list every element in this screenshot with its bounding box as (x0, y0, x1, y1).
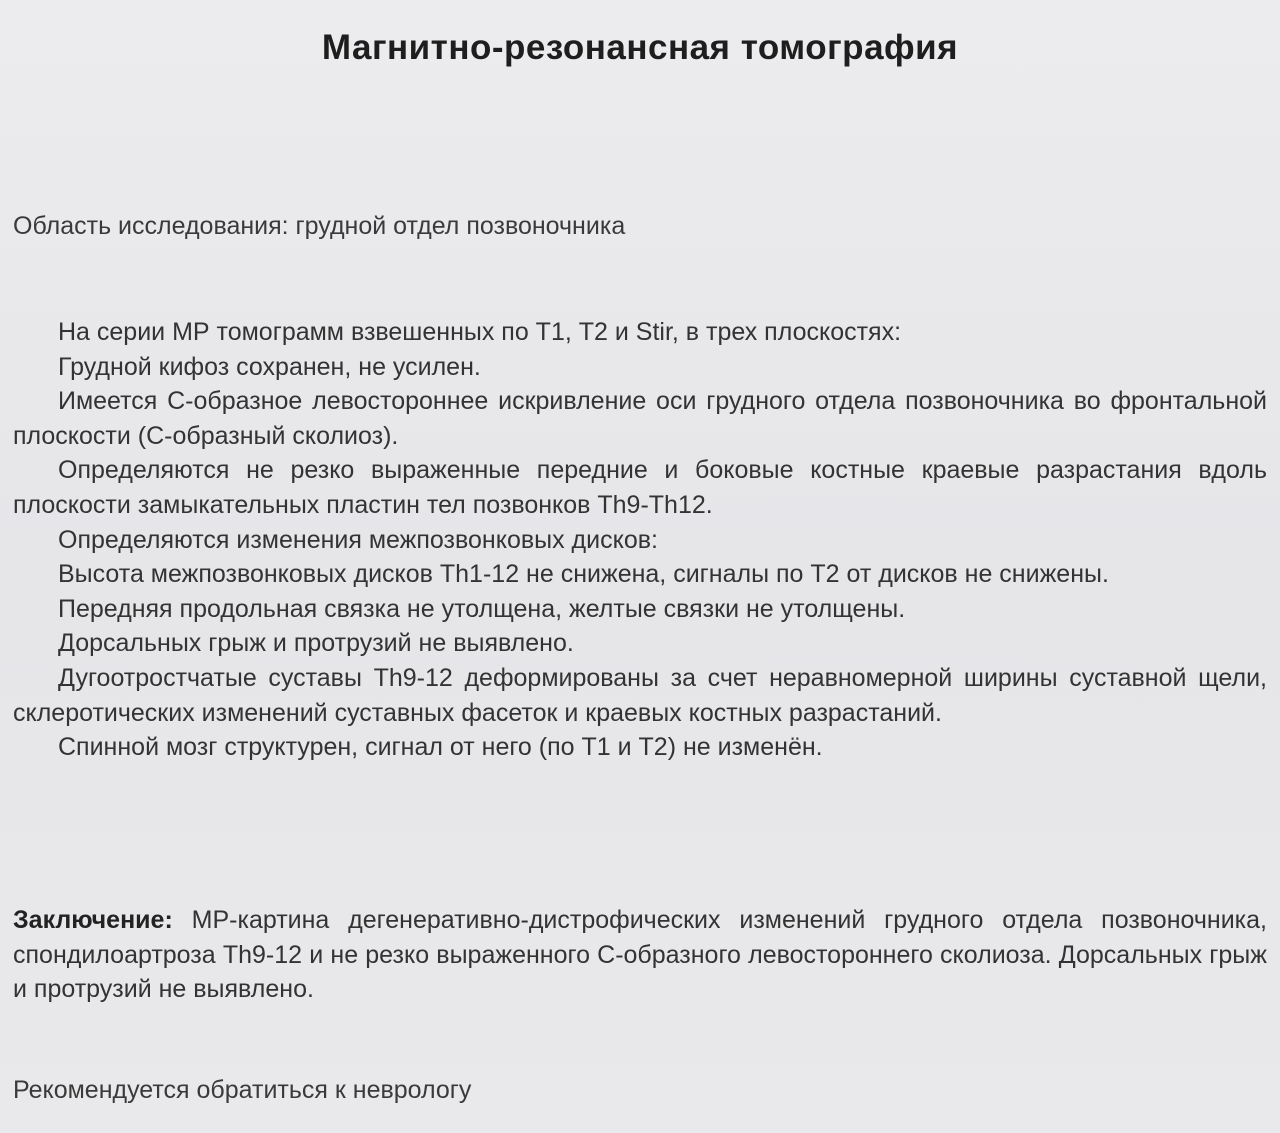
conclusion-section (13, 903, 1267, 1007)
finding-paragraph: Передняя продольная связка не утолщена, желтые связки не утолщены. (58, 594, 906, 623)
finding-paragraph: Высота межпозвонковых дисков Th1-12 не снижена, сигналы по Т2 от дисков не снижены. (58, 560, 1109, 589)
finding-paragraph: Имеется С-образное левостороннее искривление оси грудного отдела позвоночника во фронтальной плоскости (С-образный сколиоз). (13, 387, 1267, 450)
finding-paragraph: Дугоотростчатые суставы Th9-12 деформированы за счет неравномерной ширины суставной щели, склеротических изменений суставных фасеток и краевых костных разрастаний. (13, 663, 1267, 727)
study-area-line: Область исследования: грудной отдел позвоночника (13, 212, 626, 240)
finding-paragraph: Определяются не резко выраженные передние и боковые костные краевые разрастания вдоль плоскости замыкательных пластин тел позвонков Th9-Th12. (13, 456, 1267, 519)
document-title: Магнитно-резонансная томография (321, 28, 959, 67)
finding-paragraph: На серии МР томограмм взвешенных по Т1, Т2 и Stir, в трех плоскостях: (58, 318, 902, 346)
finding-paragraph: Дорсальных грыж и протрузий не выявлено. (58, 629, 574, 658)
conclusion-label: Заключение: (13, 906, 173, 934)
finding-paragraph: Грудной кифоз сохранен, не усилен. (58, 352, 481, 381)
recommendation-line: Рекомендуется обратиться к неврологу (13, 1076, 472, 1104)
findings-section (13, 315, 1267, 765)
conclusion-text: МР-картина дегенеративно-дистрофических изменений грудного отдела позвоночника, спондилоартроза Th9-12 и не резко выраженного С-образного левостороннего сколиоза. Дорсальных грыж и протрузий не выявлено. (13, 906, 1267, 1003)
finding-paragraph: Определяются изменения межпозвонковых дисков: (58, 525, 658, 554)
finding-paragraph: Спинной мозг структурен, сигнал от него (по Т1 и Т2) не изменён. (58, 733, 823, 762)
